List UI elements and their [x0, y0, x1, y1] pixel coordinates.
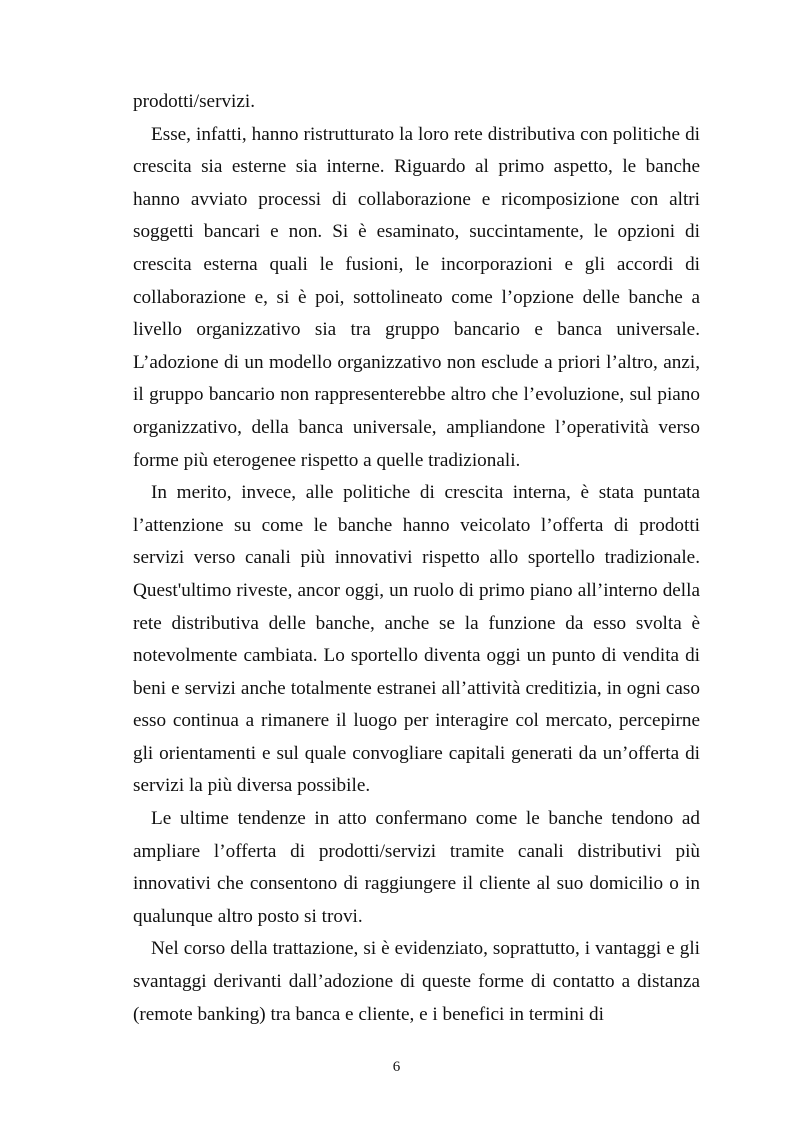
page-number: 6 [392, 1059, 401, 1075]
paragraph-growth-policies: Esse, infatti, hanno ristrutturato la loro rete distributiva con politiche di crescita sia esterne sia interne. Riguardo al primo aspetto, le banche hanno avviato processi di collaborazione e ricomposizione con altri soggetti bancari e non. Si è esaminato, succintamente, le opzioni di crescita esterna quali le fusioni, le incorporazioni e gli accordi di collaborazione e, si è poi, sottolineato come l’opzione delle banche a livello organizzativo sia tra gruppo bancario e banca universale. L’adozione di un modello organizzativo non esclude a priori l’altro, anzi, il gruppo bancario non rappresenterebbe altro che l’evoluzione, sul piano organizzativo, della banca universale, ampliandone l’operatività verso forme più eterogenee rispetto a quelle tradizionali. [133, 123, 700, 471]
page-body [133, 86, 700, 1031]
paragraph-remote-banking: Nel corso della trattazione, si è evidenziato, soprattutto, i vantaggi e gli svantaggi derivanti dall’adozione di queste forme di contatto a distanza (remote banking) tra banca e cliente, e i benefici in termini di [133, 938, 700, 1025]
paragraph-internal-growth: In merito, invece, alle politiche di crescita interna, è stata puntata l’attenzione su come le banche hanno veicolato l’offerta di prodotti servizi verso canali più innovativi rispetto allo sportello tradizionale. Quest'ultimo riveste, ancor oggi, un ruolo di primo piano all’interno della rete distributiva delle banche, anche se la funzione da esso svolta è notevolmente cambiata. Lo sportello diventa oggi un punto di vendita di beni e servizi anche totalmente estranei all’attività creditizia, in ogni caso esso continua a rimanere il luogo per interagire col mercato, percepirne gli orientamenti e sul quale convogliare capitali generati da un’offerta di servizi la più diversa possibile. [133, 482, 700, 797]
paragraph-continuation: prodotti/servizi. [133, 91, 256, 112]
paragraph-trends: Le ultime tendenze in atto confermano come le banche tendono ad ampliare l’offerta di prodotti/servizi tramite canali distributivi più innovativi che consentono di raggiungere il cliente al suo domicilio o in qualunque altro posto si trovi. [133, 808, 700, 927]
